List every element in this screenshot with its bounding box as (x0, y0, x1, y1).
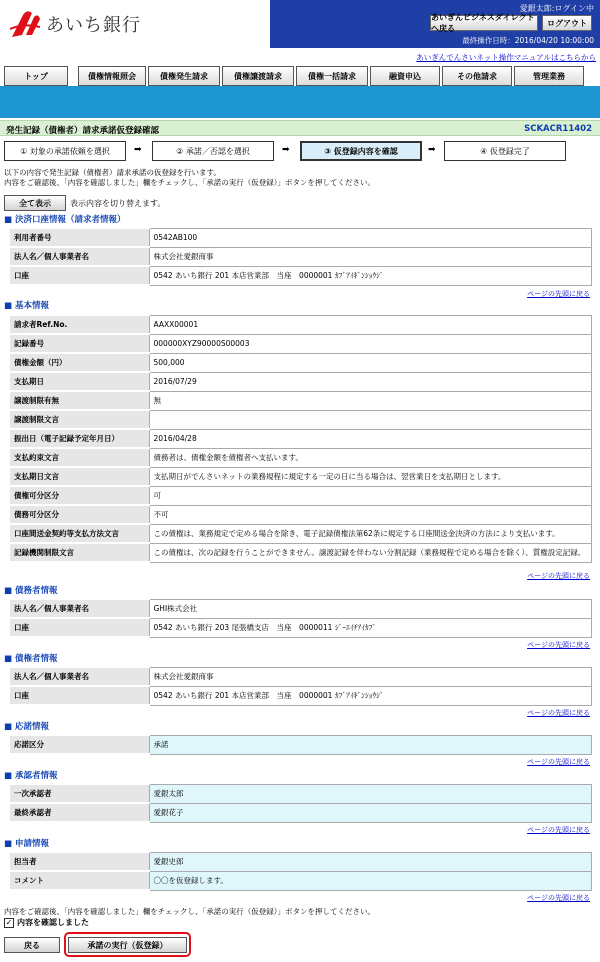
section-title-response: ■ 応諾情報 (4, 720, 49, 732)
tab-top[interactable]: トップ (4, 66, 68, 86)
debtor-table (8, 598, 592, 638)
footer-instructions: 内容をご確認後、「内容を確認しました」欄をチェックし、「承諾の実行（仮登録）」ボタンを押してください。 (4, 907, 376, 916)
field-label: 担当者 (9, 852, 149, 871)
field-label: 記録機関制限文言 (9, 543, 149, 562)
table-row (9, 524, 592, 543)
page-top-link[interactable]: ページの先頭に戻る (527, 758, 590, 766)
table-row (9, 247, 592, 266)
execute-approval-button[interactable]: 承諾の実行（仮登録） (68, 937, 187, 953)
field-value: 〇〇を仮登録します。 (149, 871, 592, 890)
bank-name: あいち銀行 (46, 15, 141, 36)
step-4: ④ 仮登録完了 (444, 141, 566, 161)
application-table (8, 851, 592, 891)
field-value: GHI株式会社 (149, 599, 592, 618)
screen-code: SCKACR11402 (524, 124, 592, 134)
field-value: この債権は、業務規定で定める場合を除き、電子記録債権法第62条に規定する口座間送金決済の方法により支払います。 (149, 524, 592, 543)
table-row (9, 505, 592, 524)
field-label: 債権金額（円） (9, 353, 149, 372)
field-value: 承諾 (149, 735, 592, 754)
manual-link[interactable]: あいぎんでんさいネット操作マニュアルはこちらから (416, 53, 596, 62)
tab-credit-issue[interactable]: 債権発生請求 (148, 66, 220, 86)
instruction-line-2: 内容をご確認後、「内容を確認しました」欄をチェックし、「承諾の実行（仮登録）」ボタンを押してください。 (4, 178, 376, 187)
field-label: 記録番号 (9, 334, 149, 353)
page-top-link[interactable]: ページの先頭に戻る (527, 709, 590, 717)
step-arrow-icon: ➡ (428, 145, 436, 155)
field-value: 0542 あいち銀行 201 本店営業部 当座 0000001 ｶﾌﾞｱｲｷﾞﾝｼｮｳｼﾞ (149, 686, 592, 705)
table-row (9, 391, 592, 410)
sub-menu-band (0, 86, 600, 118)
step-2: ② 承諾／否認を選択 (152, 141, 274, 161)
field-value: 2016/04/28 (149, 429, 592, 448)
main-tabs (4, 66, 596, 86)
field-value: 可 (149, 486, 592, 505)
field-label: 口座 (9, 618, 149, 637)
table-row (9, 618, 592, 637)
instruction-line-1: 以下の内容で発生記録（債権者）請求承諾の仮登録を行います。 (4, 168, 221, 177)
page-top-link[interactable]: ページの先頭に戻る (527, 641, 590, 649)
step-3-current: ③ 仮登録内容を確認 (300, 141, 422, 161)
field-value: 500,000 (149, 353, 592, 372)
field-label: 債権可分区分 (9, 486, 149, 505)
settlement-table (8, 227, 592, 286)
header-panel (270, 0, 600, 48)
table-row (9, 599, 592, 618)
show-all-button[interactable]: 全て表示 (4, 195, 66, 211)
field-label: 譲渡制限文言 (9, 410, 149, 429)
field-label: 利用者番号 (9, 228, 149, 247)
confirm-row (4, 917, 89, 928)
user-status: 愛銀太郎:ログイン中 (519, 4, 594, 13)
confirm-label: 内容を確認しました (17, 918, 89, 927)
field-label: 最終承認者 (9, 803, 149, 822)
section-title-settlement: ■ 決済口座情報（請求者情報） (4, 213, 126, 225)
tab-credit-transfer[interactable]: 債権譲渡請求 (222, 66, 294, 86)
step-arrow-icon: ➡ (282, 145, 290, 155)
field-label: 法人名／個人事業者名 (9, 667, 149, 686)
field-label: 支払期日文言 (9, 467, 149, 486)
step-arrow-icon: ➡ (134, 145, 142, 155)
table-row (9, 852, 592, 871)
tab-management[interactable]: 管理業務 (514, 66, 584, 86)
table-row (9, 334, 592, 353)
basic-info-table (8, 314, 592, 563)
page-top-link[interactable]: ページの先頭に戻る (527, 290, 590, 298)
approver-table (8, 783, 592, 823)
page-top-link[interactable]: ページの先頭に戻る (527, 572, 590, 580)
tab-credit-inquiry[interactable]: 債権情報照会 (78, 66, 146, 86)
field-label: コメント (9, 871, 149, 890)
table-row (9, 871, 592, 890)
table-row (9, 686, 592, 705)
field-value: 2016/07/29 (149, 372, 592, 391)
field-label: 法人名／個人事業者名 (9, 599, 149, 618)
field-value (149, 410, 592, 429)
field-label: 応諾区分 (9, 735, 149, 754)
table-row (9, 735, 592, 754)
response-table (8, 734, 592, 755)
field-value: 愛銀史郎 (149, 852, 592, 871)
table-row (9, 410, 592, 429)
section-title-application: ■ 申請情報 (4, 837, 49, 849)
field-value: 株式会社愛銀商事 (149, 667, 592, 686)
table-row (9, 667, 592, 686)
header (0, 0, 600, 62)
field-value: この債権は、次の記録を行うことができません。譲渡記録を伴わない分割記録（業務規程で定める場合を除く）、質権設定記録。 (149, 543, 592, 562)
section-title-debtor: ■ 債務者情報 (4, 584, 58, 596)
field-label: 口座 (9, 686, 149, 705)
field-value: AAXX00001 (149, 315, 592, 334)
table-row (9, 543, 592, 562)
table-row (9, 266, 592, 285)
field-label: 一次承認者 (9, 784, 149, 803)
logout-button[interactable]: ログアウト (542, 15, 592, 31)
tab-loan-application[interactable]: 融資申込 (370, 66, 440, 86)
field-value: 愛銀太郎 (149, 784, 592, 803)
field-label: 請求者Ref.No. (9, 315, 149, 334)
toggle-description: 表示内容を切り替えます。 (70, 199, 166, 208)
tab-other-requests[interactable]: その他請求 (442, 66, 512, 86)
table-row (9, 486, 592, 505)
table-row (9, 784, 592, 803)
field-value: 0542AB100 (149, 228, 592, 247)
field-label: 振出日（電子記録予定年月日） (9, 429, 149, 448)
back-button[interactable]: 戻る (4, 937, 60, 953)
field-label: 口座 (9, 266, 149, 285)
field-label: 債務可分区分 (9, 505, 149, 524)
field-value: 0542 あいち銀行 203 尾張橋支店 当座 0000011 ｼﾞｰｴｲﾁｱｲｶﾌﾞ (149, 618, 592, 637)
bank-logo-icon (8, 7, 42, 41)
tab-bulk-request[interactable]: 債権一括請求 (296, 66, 368, 86)
table-row (9, 448, 592, 467)
field-value: 愛銀花子 (149, 803, 592, 822)
field-value: 不可 (149, 505, 592, 524)
field-value: 無 (149, 391, 592, 410)
table-row (9, 429, 592, 448)
field-value: 000000XYZ90000S00003 (149, 334, 592, 353)
business-direct-button[interactable]: あいぎんビジネスダイレクトへ戻る (430, 15, 538, 31)
field-label: 支払約束文言 (9, 448, 149, 467)
page-title-bar (0, 120, 600, 136)
section-title-approver: ■ 承認者情報 (4, 769, 58, 781)
field-value: 株式会社愛銀商事 (149, 247, 592, 266)
page-top-link[interactable]: ページの先頭に戻る (527, 894, 590, 902)
field-value: 債務者は、債権金額を債権者へ支払います。 (149, 448, 592, 467)
creditor-table (8, 666, 592, 706)
section-title-creditor: ■ 債権者情報 (4, 652, 58, 664)
table-row (9, 372, 592, 391)
page-top-link[interactable]: ページの先頭に戻る (527, 826, 590, 834)
field-label: 法人名／個人事業者名 (9, 247, 149, 266)
confirm-checkbox[interactable]: ✓ (5, 917, 13, 927)
last-operation-time: 最終操作日時：2016/04/20 10:00:00 (462, 36, 594, 45)
table-row (9, 228, 592, 247)
step-1: ① 対象の承諾依頼を選択 (4, 141, 126, 161)
field-label: 口座間送金契約等支払方法文言 (9, 524, 149, 543)
field-label: 支払期日 (9, 372, 149, 391)
table-row (9, 315, 592, 334)
field-value: 0542 あいち銀行 201 本店営業部 当座 0000001 ｶﾌﾞｱｲｷﾞﾝｼｮｳｼﾞ (149, 266, 592, 285)
bank-logo (8, 4, 141, 44)
section-title-basic: ■ 基本情報 (4, 299, 49, 311)
field-value: 支払期日がでんさいネットの業務規程に規定する一定の日に当る場合は、翌営業日を支払期日とします。 (149, 467, 592, 486)
table-row (9, 467, 592, 486)
instructions (4, 168, 375, 188)
table-row (9, 803, 592, 822)
page-title: 発生記録（債権者）請求承諾仮登録確認 (6, 126, 160, 136)
field-label: 譲渡制限有無 (9, 391, 149, 410)
table-row (9, 353, 592, 372)
